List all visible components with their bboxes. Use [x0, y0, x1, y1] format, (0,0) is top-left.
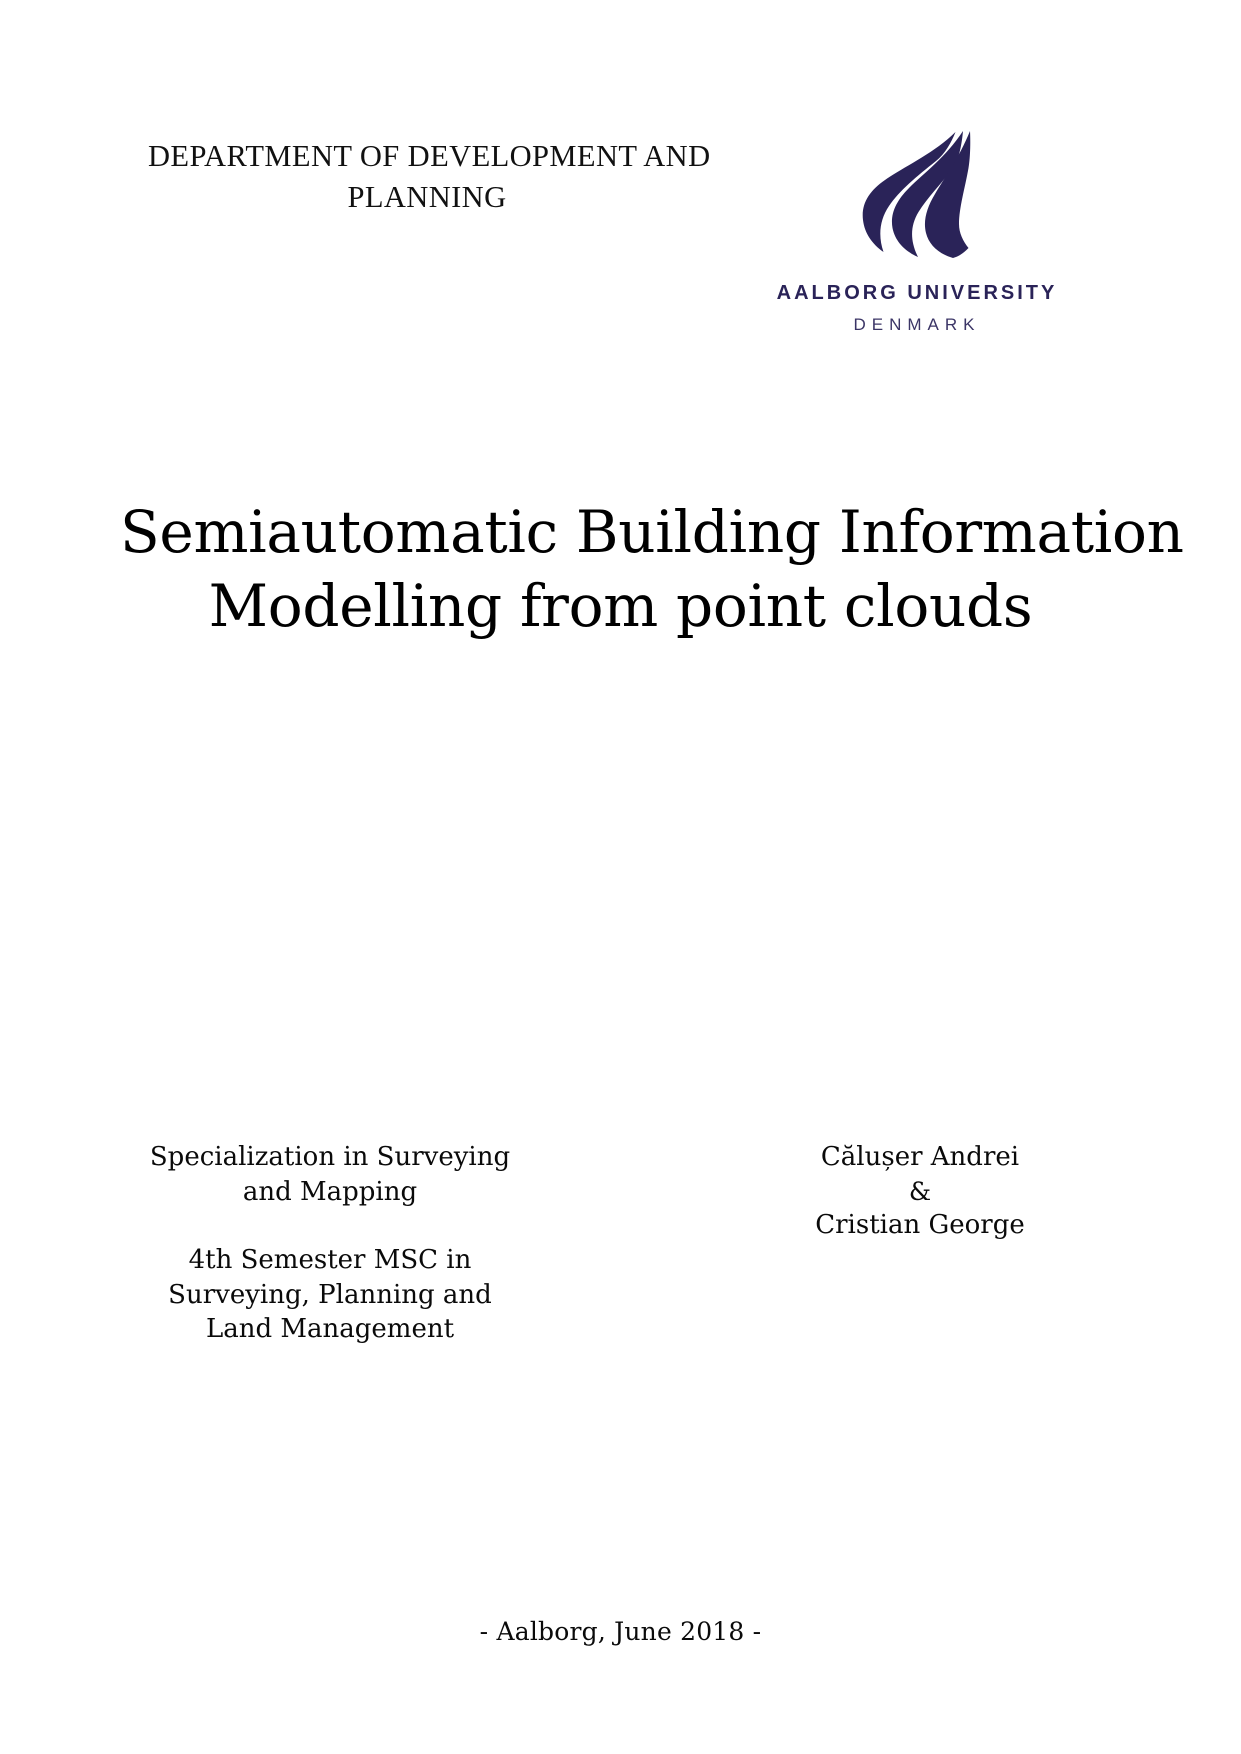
university-logo [722, 128, 1112, 335]
specialization-line-2: and Mapping [242, 1176, 418, 1207]
title-line-1: Semiautomatic Building Information [120, 498, 1184, 566]
author-name-2: Cristian George [815, 1209, 1025, 1240]
page-header [0, 128, 1241, 334]
programme-line-2: Surveying, Planning and [168, 1279, 492, 1310]
info-row [0, 1140, 1241, 1440]
info-spacer [115, 1209, 545, 1243]
department-line-1: DEPARTMENT OF DEVELOPMENT AND [148, 139, 711, 173]
department-heading [148, 136, 711, 217]
logo-university-name: AALBORG UNIVERSITY [776, 282, 1058, 304]
place-and-date: - Aalborg, June 2018 - [479, 1617, 762, 1646]
logo-country-name: DENMARK [853, 315, 981, 334]
specialization-line-1: Specialization in Surveying [149, 1142, 511, 1172]
programme-line-3: Land Management [205, 1314, 455, 1345]
programme-line-1: 4th Semester MSC in [188, 1245, 472, 1276]
aalborg-university-logo-icon [847, 128, 987, 260]
page-title [120, 495, 1184, 643]
programme-info [115, 1140, 545, 1347]
author-name-1: Călușer Andrei [820, 1142, 1020, 1172]
author-conjunction: & [908, 1176, 932, 1206]
department-line-2: PLANNING [347, 179, 507, 214]
authors-info [700, 1140, 1140, 1242]
title-line-2: Modelling from point clouds [208, 572, 1033, 641]
page-footer [0, 1617, 1241, 1646]
